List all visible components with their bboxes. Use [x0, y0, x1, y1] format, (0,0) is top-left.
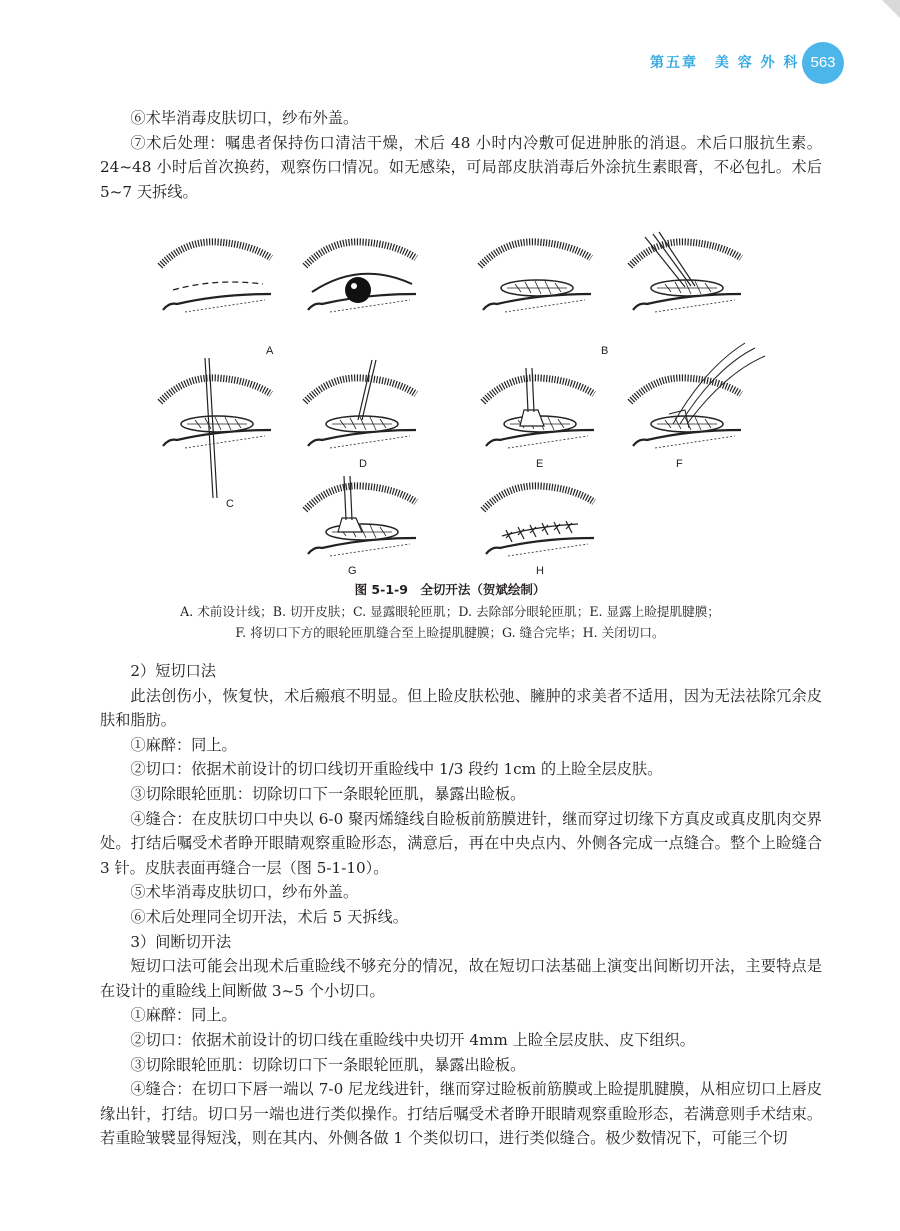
panel-g [305, 476, 416, 556]
paragraph: ②切口：依据术前设计的切口线切开重睑线中 1/3 段约 1cm 的上睑全层皮肤。 [130, 760, 663, 779]
top-text [100, 106, 822, 204]
panel-label-h: H [536, 565, 544, 577]
panel-a-design-line [160, 242, 271, 312]
paragraph: ②切口：依据术前设计的切口线在重睑线中央切开 4mm 上睑全层皮肤、皮下组织。 [130, 1030, 695, 1049]
body-text [100, 659, 822, 1151]
paragraph: 此法创伤小，恢复快，术后瘢痕不明显。但上睑皮肤松弛、臃肿的求美者不适用，因为无法祛除冗余皮肤和脂肪。 [100, 686, 822, 730]
paragraph: ③切除眼轮匝肌：切除切口下一条眼轮匝肌，暴露出睑板。 [130, 784, 526, 803]
panel-e [483, 368, 594, 448]
paragraph: ①麻醉：同上。 [130, 735, 237, 754]
caption-line: F. 将切口下方的眼轮匝肌缝合至上睑提肌腱膜；G. 缝合完毕；H. 关闭切口。 [235, 625, 665, 640]
panel-label-f: F [676, 458, 683, 470]
panel-label-d: D [359, 458, 367, 470]
panel-d [305, 360, 416, 448]
paragraph: ①麻醉：同上。 [130, 1006, 237, 1025]
chapter-title: 美 容 外 科 [714, 55, 800, 71]
paragraph: ③切除眼轮匝肌：切除切口下一条眼轮匝肌，暴露出睑板。 [130, 1055, 526, 1074]
paragraph: ⑥术后处理同全切开法，术后 5 天拆线。 [130, 907, 408, 926]
panel-h [483, 486, 594, 556]
panel-c [160, 358, 271, 498]
running-header [650, 52, 810, 72]
panel-f [630, 343, 765, 448]
panel-label-a: A [266, 345, 274, 357]
panel-b-forceps [630, 232, 741, 312]
figure-caption [0, 601, 900, 643]
panel-b-incision [480, 242, 591, 312]
page-number-badge: 563 [802, 42, 844, 84]
paragraph: ⑥术毕消毒皮肤切口，纱布外盖。 [130, 109, 359, 127]
chapter-label: 第五章 [650, 55, 698, 71]
panel-label-b: B [601, 345, 609, 357]
panel-label-e: E [536, 458, 544, 470]
caption-line: A. 术前设计线；B. 切开皮肤；C. 显露眼轮匝肌；D. 去除部分眼轮匝肌；E. 显露上睑提肌腱膜； [180, 604, 720, 619]
section-heading: 3）间断切开法 [130, 932, 232, 951]
panel-a-open-eye [305, 242, 416, 312]
paragraph: ④缝合：在切口下唇一端以 7-0 尼龙线进针，继而穿过睑板前筋膜或上睑提肌腱膜，从相应切口上唇皮缘出针，打结。切口另一端也进行类似操作。打结后嘱受术者睁开眼睛观察重睑形态，若满意则手术结束。若重睑皱襞显得短浅，则在其内、外侧各做 1 个类似切口，进行类似缝合。极少数情况下，可能三个切 [100, 1080, 822, 1148]
figure-eyelid-surgery [0, 215, 900, 580]
paragraph: ⑦术后处理：嘱患者保持伤口清洁干燥，术后 48 小时内冷敷可促进肿胀的消退。术后口服抗生素。24~48 小时后首次换药，观察伤口情况。如无感染，可局部皮肤消毒后外涂抗生素眼膏，不必包扎。术后 5~7 天拆线。 [100, 133, 822, 201]
paragraph: ⑤术毕消毒皮肤切口，纱布外盖。 [130, 883, 359, 902]
paragraph: ④缝合：在皮肤切口中央以 6-0 聚丙烯缝线自睑板前筋膜进针，继而穿过切缘下方真皮或真皮肌肉交界处。打结后嘱受术者睁开眼睛观察重睑形态，满意后，再在中央点内、外侧各完成一点缝合。整个上睑缝合 3 针。皮肤表面再缝合一层（图 5-1-10）。 [100, 809, 822, 877]
paragraph: 短切口法可能会出现术后重睑线不够充分的情况，故在短切口法基础上演变出间断切开法，主要特点是在设计的重睑线上间断做 3~5 个小切口。 [100, 957, 822, 1000]
page-corner [882, 0, 900, 18]
section-heading: 2）短切口法 [130, 662, 216, 680]
panel-label-c: C [226, 498, 234, 510]
figure-title: 图 5-1-9 全切开法（贺斌绘制） [354, 582, 546, 597]
panel-label-g: G [348, 565, 357, 577]
